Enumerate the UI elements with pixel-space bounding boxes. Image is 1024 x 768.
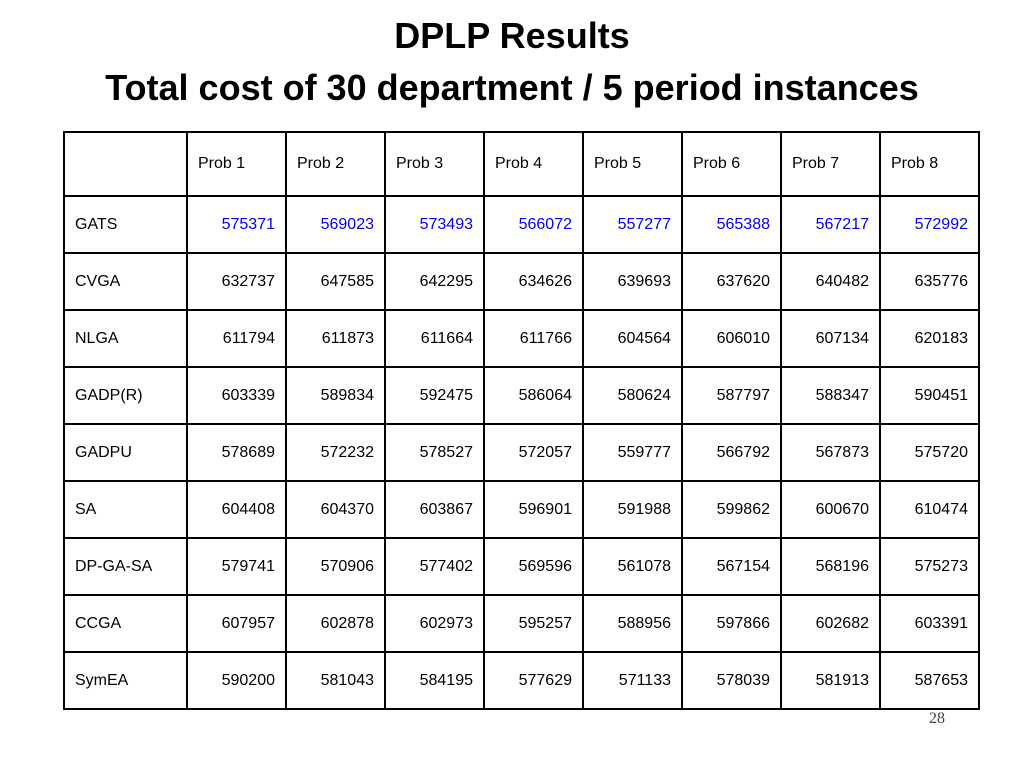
table-cell: 603867 [385, 481, 484, 538]
table-cell: 611766 [484, 310, 583, 367]
table-cell: 604408 [187, 481, 286, 538]
table-cell: 568196 [781, 538, 880, 595]
table-row [64, 481, 979, 538]
row-label: SA [64, 481, 187, 538]
table-cell: 647585 [286, 253, 385, 310]
table-row [64, 424, 979, 481]
table-cell: 579741 [187, 538, 286, 595]
table-cell: 600670 [781, 481, 880, 538]
table-cell: 578689 [187, 424, 286, 481]
table-cell: 596901 [484, 481, 583, 538]
table-cell: 610474 [880, 481, 979, 538]
table-cell: 569023 [286, 196, 385, 253]
table-cell: 607957 [187, 595, 286, 652]
table-cell: 566072 [484, 196, 583, 253]
table-cell: 611664 [385, 310, 484, 367]
table-cell: 634626 [484, 253, 583, 310]
table-cell: 620183 [880, 310, 979, 367]
table-row [64, 367, 979, 424]
table-cell: 639693 [583, 253, 682, 310]
table-cell: 567217 [781, 196, 880, 253]
table-cell: 581043 [286, 652, 385, 709]
table-cell: 575720 [880, 424, 979, 481]
table-cell: 572057 [484, 424, 583, 481]
table-cell: 603391 [880, 595, 979, 652]
table-cell: 580624 [583, 367, 682, 424]
row-label: GADP(R) [64, 367, 187, 424]
table-cell: 557277 [583, 196, 682, 253]
table-cell: 567873 [781, 424, 880, 481]
table-cell: 572992 [880, 196, 979, 253]
table-cell: 586064 [484, 367, 583, 424]
slide-subtitle: Total cost of 30 department / 5 period instances [105, 67, 919, 108]
table-cell: 592475 [385, 367, 484, 424]
column-header: Prob 5 [583, 132, 682, 196]
column-header: Prob 8 [880, 132, 979, 196]
table-cell: 597866 [682, 595, 781, 652]
column-header: Prob 6 [682, 132, 781, 196]
table-cell: 561078 [583, 538, 682, 595]
table-cell: 635776 [880, 253, 979, 310]
table-cell: 575371 [187, 196, 286, 253]
table-cell: 603339 [187, 367, 286, 424]
row-label: GADPU [64, 424, 187, 481]
slide-title: DPLP Results [394, 15, 630, 56]
row-label: DP-GA-SA [64, 538, 187, 595]
table-cell: 572232 [286, 424, 385, 481]
table-cell: 577402 [385, 538, 484, 595]
table-cell: 565388 [682, 196, 781, 253]
row-label: NLGA [64, 310, 187, 367]
table-cell: 637620 [682, 253, 781, 310]
column-header: Prob 3 [385, 132, 484, 196]
table-cell: 611794 [187, 310, 286, 367]
page-number: 28 [929, 710, 945, 727]
table-row [64, 310, 979, 367]
table-cell: 591988 [583, 481, 682, 538]
table-cell: 599862 [682, 481, 781, 538]
table-cell: 573493 [385, 196, 484, 253]
table-row [64, 196, 979, 253]
table-cell: 604370 [286, 481, 385, 538]
table-cell: 640482 [781, 253, 880, 310]
table-cell: 602973 [385, 595, 484, 652]
column-header: Prob 1 [187, 132, 286, 196]
table-cell: 595257 [484, 595, 583, 652]
results-table [63, 131, 980, 710]
table-cell: 584195 [385, 652, 484, 709]
table-cell: 589834 [286, 367, 385, 424]
corner-cell [64, 132, 187, 196]
table-cell: 587653 [880, 652, 979, 709]
row-label: GATS [64, 196, 187, 253]
table-row [64, 253, 979, 310]
table-cell: 571133 [583, 652, 682, 709]
row-label: SymEA [64, 652, 187, 709]
table-cell: 602682 [781, 595, 880, 652]
table-cell: 559777 [583, 424, 682, 481]
table-row [64, 538, 979, 595]
table-cell: 577629 [484, 652, 583, 709]
table-cell: 590200 [187, 652, 286, 709]
table-cell: 575273 [880, 538, 979, 595]
table-cell: 587797 [682, 367, 781, 424]
table-cell: 567154 [682, 538, 781, 595]
table-cell: 581913 [781, 652, 880, 709]
table-cell: 632737 [187, 253, 286, 310]
table-cell: 602878 [286, 595, 385, 652]
column-header: Prob 2 [286, 132, 385, 196]
table-cell: 588956 [583, 595, 682, 652]
table-cell: 606010 [682, 310, 781, 367]
row-label: CCGA [64, 595, 187, 652]
table-cell: 578527 [385, 424, 484, 481]
table-cell: 578039 [682, 652, 781, 709]
header-row [64, 132, 979, 196]
column-header: Prob 7 [781, 132, 880, 196]
table-cell: 588347 [781, 367, 880, 424]
table-cell: 607134 [781, 310, 880, 367]
table-cell: 611873 [286, 310, 385, 367]
table-row [64, 652, 979, 709]
column-header: Prob 4 [484, 132, 583, 196]
table-cell: 566792 [682, 424, 781, 481]
table-cell: 590451 [880, 367, 979, 424]
table-cell: 642295 [385, 253, 484, 310]
row-label: CVGA [64, 253, 187, 310]
table-cell: 569596 [484, 538, 583, 595]
table-row [64, 595, 979, 652]
table-cell: 570906 [286, 538, 385, 595]
table-cell: 604564 [583, 310, 682, 367]
